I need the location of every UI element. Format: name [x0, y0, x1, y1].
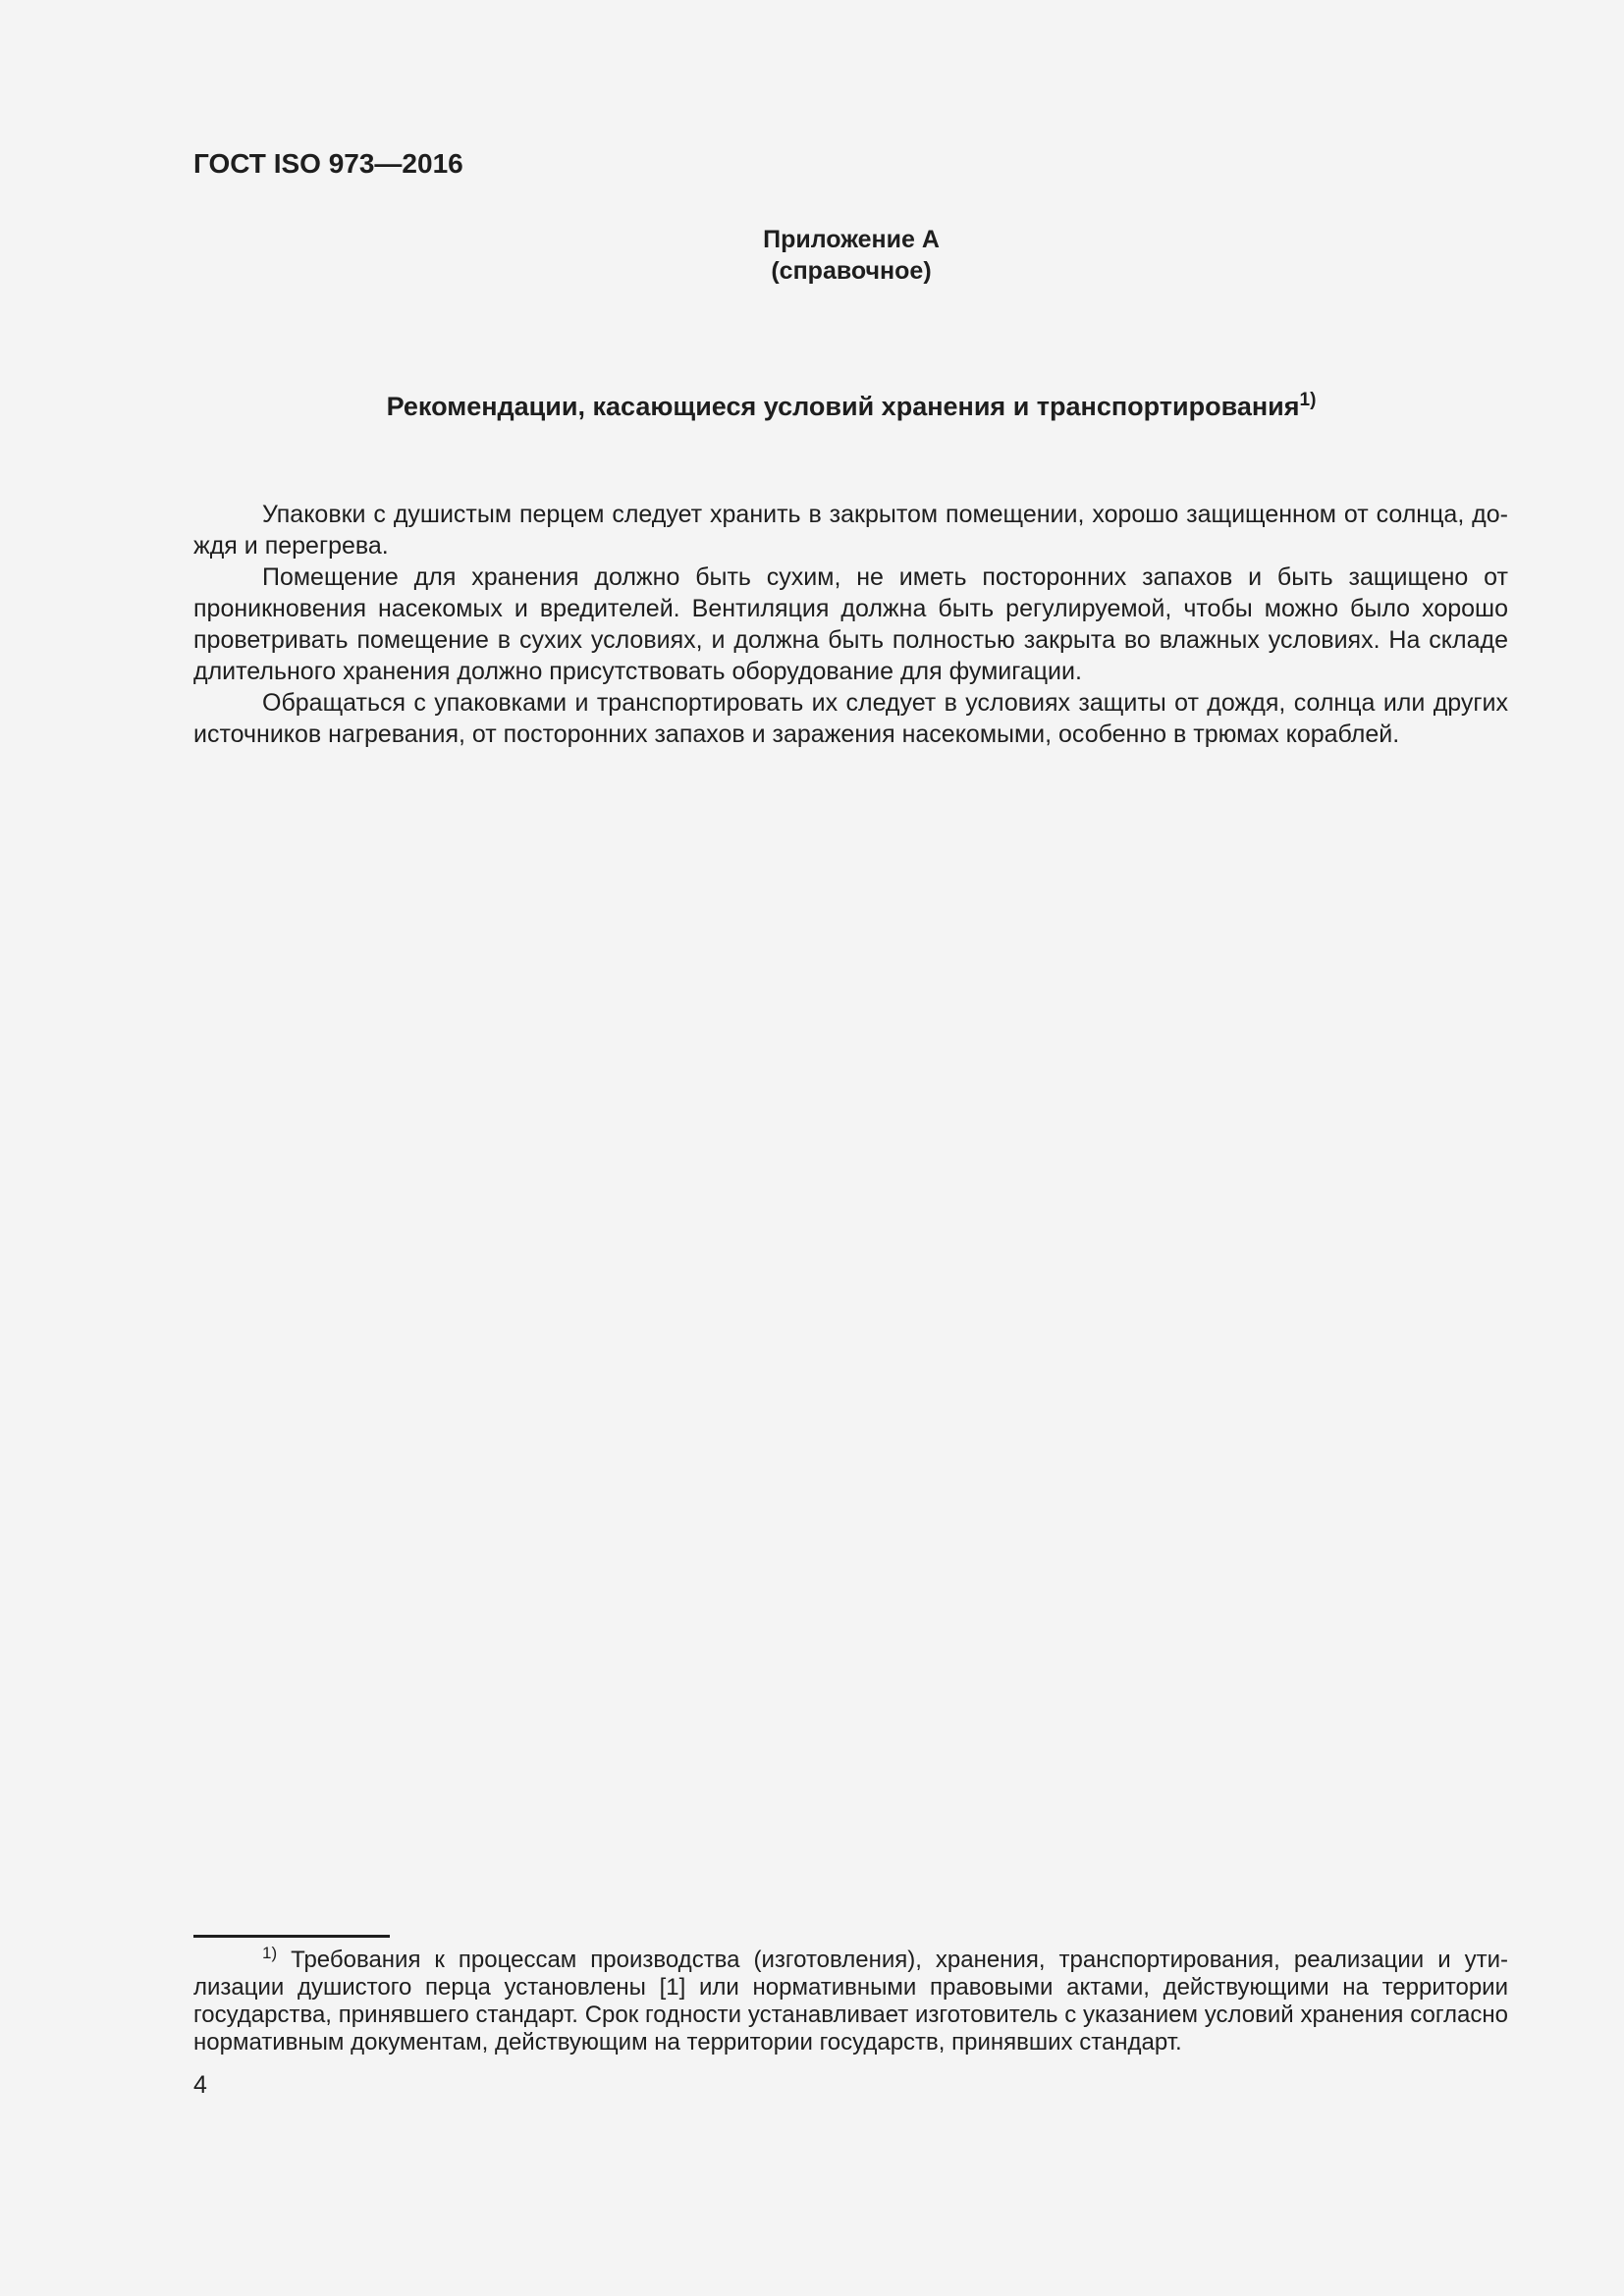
footnote-divider	[193, 1935, 390, 1938]
appendix-heading	[193, 224, 1509, 287]
footnote-text: Требования к процессам производства (изготовления), хранения, транспортирования, реализации и утилизации душистого перца установлены [1] или нормативными правовыми актами, действующими на территории государства, принявшего стандарт. Срок годности устанавливает изготовитель с указанием условий хранения согласно нормативным документам, действующим на территории государств, принявших стандарт.	[193, 1947, 1508, 2056]
appendix-title: Приложение А	[763, 226, 940, 253]
body-text	[193, 499, 1508, 750]
footnote	[193, 1944, 1508, 2056]
paragraph: Упаковки с душистым перцем следует хранить в закрытом помещении, хорошо защищенном от солнца, дождя и перегрева.	[193, 501, 1508, 560]
paragraph: Обращаться с упаковками и транспортировать их следует в условиях защиты от дождя, солнца или других источников нагревания, от посторонних запахов и заражения насекомыми, особенно в трюмах кораблей.	[193, 689, 1508, 748]
section-title-text: Рекомендации, касающиеся условий хранения и транспортирования	[386, 392, 1300, 421]
footnote-mark: 1)	[262, 1944, 278, 1962]
paragraph: Помещение для хранения должно быть сухим, не иметь посторонних запахов и быть защищено от проникновения насекомых и вредителей. Вентиляция должна быть регулируемой, чтобы можно было хорошо проветривать помещение в сухих условиях, и должна быть полностью закрыта во влажных условиях. На складе длительного хранения должно присутствовать оборудование для фумигации.	[193, 563, 1508, 685]
document-code: ГОСТ ISO 973—2016	[193, 148, 463, 179]
section-footnote-mark: 1)	[1299, 390, 1317, 410]
appendix-kind: (справочное)	[771, 257, 932, 285]
section-title	[193, 390, 1509, 423]
page-number: 4	[193, 2071, 207, 2099]
